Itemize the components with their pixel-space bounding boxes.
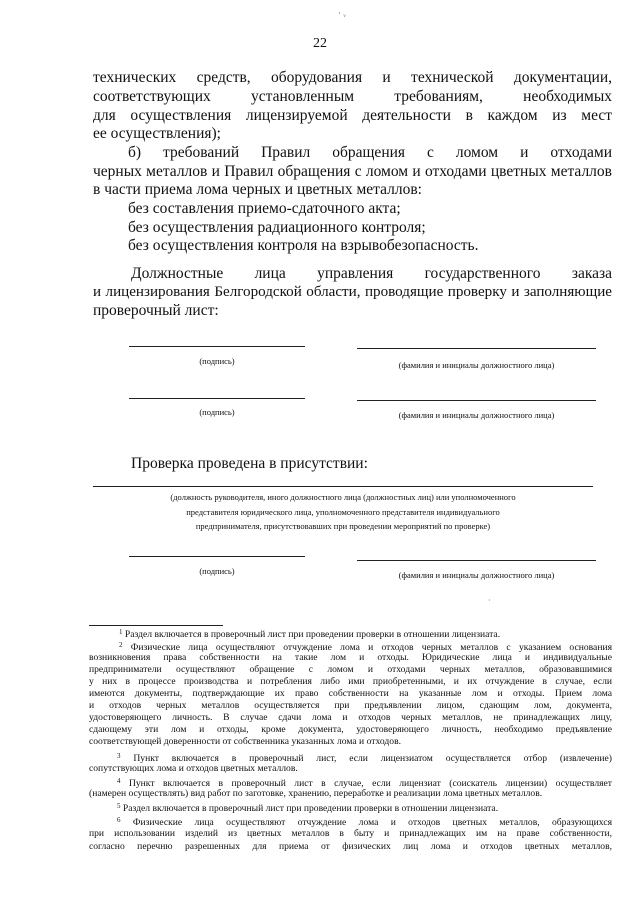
page-number: 22	[313, 36, 327, 51]
body-line: соответствующих установленным требованиям, необходимых	[93, 88, 612, 105]
signature-caption: (подпись)	[199, 566, 235, 576]
footnote-5	[89, 801, 612, 814]
footnote-text: Физические лица осуществляют отчуждение лома и отходов черных металлов с указанием основания	[130, 642, 612, 653]
body-line: проверочный лист:	[93, 302, 219, 319]
signature-line	[129, 398, 305, 399]
footnote-text: Физические лица осуществляют отчуждение лома и отходов цветных металлов, образующихся	[132, 817, 612, 828]
footnote-text: удостоверяющего личность. В случае сдачи лома и отходов черных металлов, не принадлежащих лицу,	[89, 712, 612, 723]
footnote-number: 6	[117, 816, 121, 824]
footnote-text: сдающему эти лом и отходы, кроме документа, удостоверяющего личность, необходимо предъявление	[89, 724, 612, 735]
name-line	[357, 560, 596, 561]
footnote-text: и отходов черных металлов осуществляется при предъявлении лицом, сдающим лом, документа,	[89, 700, 612, 711]
signature-caption: (подпись)	[199, 356, 235, 366]
name-caption: (фамилия и инициалы должностного лица)	[398, 410, 555, 420]
body-line: б) требований Правил обращения с ломом и отходами	[128, 144, 612, 161]
footnote-text: Пункт включается в проверочный лист в случае, если лицензиат (соискатель лицензии) осуществляет	[128, 778, 612, 789]
footnote-text: имеются документы, подтверждающие их право собственности на указанные лом и отходы. Прием лома	[89, 688, 612, 699]
footnote-text: у них в процессе производства и потребления либо ими приобретенными, и их отчуждение в случае, если	[89, 676, 612, 687]
body-line: Должностные лица управления государственного заказа	[131, 265, 612, 282]
footnote-separator	[89, 625, 223, 626]
footnote-1	[89, 627, 612, 640]
name-caption: (фамилия и инициалы должностного лица)	[398, 570, 555, 580]
scan-dot: ·	[488, 596, 491, 605]
footnote-number: 2	[119, 641, 123, 649]
signature-caption: (подпись)	[199, 407, 235, 417]
body-line: без осуществления контроля на взрывобезопасность.	[128, 237, 479, 254]
signature-line	[129, 556, 305, 557]
body-line: технических средств, оборудования и технической документации,	[93, 69, 612, 86]
name-caption: (фамилия и инициалы должностного лица)	[398, 360, 555, 370]
footnote-text: Раздел включается в проверочный лист при проведении проверки в отношении лицензиата.	[122, 803, 499, 814]
body-line: в части приема лома черных и цветных металлов:	[93, 181, 422, 198]
body-line: и лицензирования Белгородской области, проводящие проверку и заполняющие	[93, 284, 612, 300]
footnote-number: 4	[117, 777, 121, 785]
footnote-text: предприниматели осуществляют обращение с ломом и отходами черных металлов, образовавшимися	[89, 664, 612, 675]
footnote-text: при использовании изделий из цветных металлов в быту и принадлежащих им на праве собственности,	[89, 828, 612, 839]
presence-caption-line: (должность руководителя, иного должностного лица (должностных лиц) или уполномоченного	[170, 492, 516, 502]
footnote-text: Раздел включается в проверочный лист при проведении проверки в отношении лицензиата.	[124, 629, 501, 640]
body-line: для осуществления лицензируемой деятельности в каждом из мест	[93, 107, 612, 124]
footnote-6	[89, 815, 612, 828]
body-line: ее осуществления);	[93, 125, 221, 142]
footnote-number: 5	[117, 802, 121, 810]
presence-caption-line: предпринимателя, присутствовавших при проведении мероприятий по проверке)	[195, 521, 491, 531]
presence-line	[93, 486, 593, 487]
presence-caption-line: представителя юридического лица, уполномоченного представителя индивидуального	[186, 507, 500, 517]
name-line	[357, 400, 596, 401]
signature-line	[129, 346, 305, 347]
footnote-number: 3	[117, 752, 121, 760]
footnote-text: Пункт включается в проверочный лист, если лицензиатом осуществляется отбор (извлечение)	[133, 753, 613, 764]
footnote-number: 1	[119, 628, 123, 636]
footnote-text: возникновения права собственности на такие лом и отходы. Юридические лица и индивидуальные	[89, 652, 612, 663]
footnote-text: согласно перечню разрешенных для приема от физических лиц лома и отходов цветных металлов,	[89, 841, 612, 852]
name-line	[357, 348, 596, 349]
footnote-text: сопутствующих лома и отходов цветных металлов.	[89, 763, 298, 774]
footnote-text: (намерен осуществлять) вид работ по заготовке, хранению, переработке и реализации лома цветных металлов.	[89, 788, 543, 799]
presence-heading: Проверка проведена в присутствии:	[131, 455, 368, 472]
body-line: черных металлов и Правил обращения с ломом и отходами цветных металлов	[93, 163, 612, 180]
top-scan-mark: · ᵥ	[338, 8, 346, 18]
body-line: без осуществления радиационного контроля;	[128, 219, 426, 236]
footnote-text: соответствующей доверенности от собственника указанных лома и отходов.	[89, 736, 402, 747]
body-line: без составления приемо-сдаточного акта;	[128, 200, 401, 217]
